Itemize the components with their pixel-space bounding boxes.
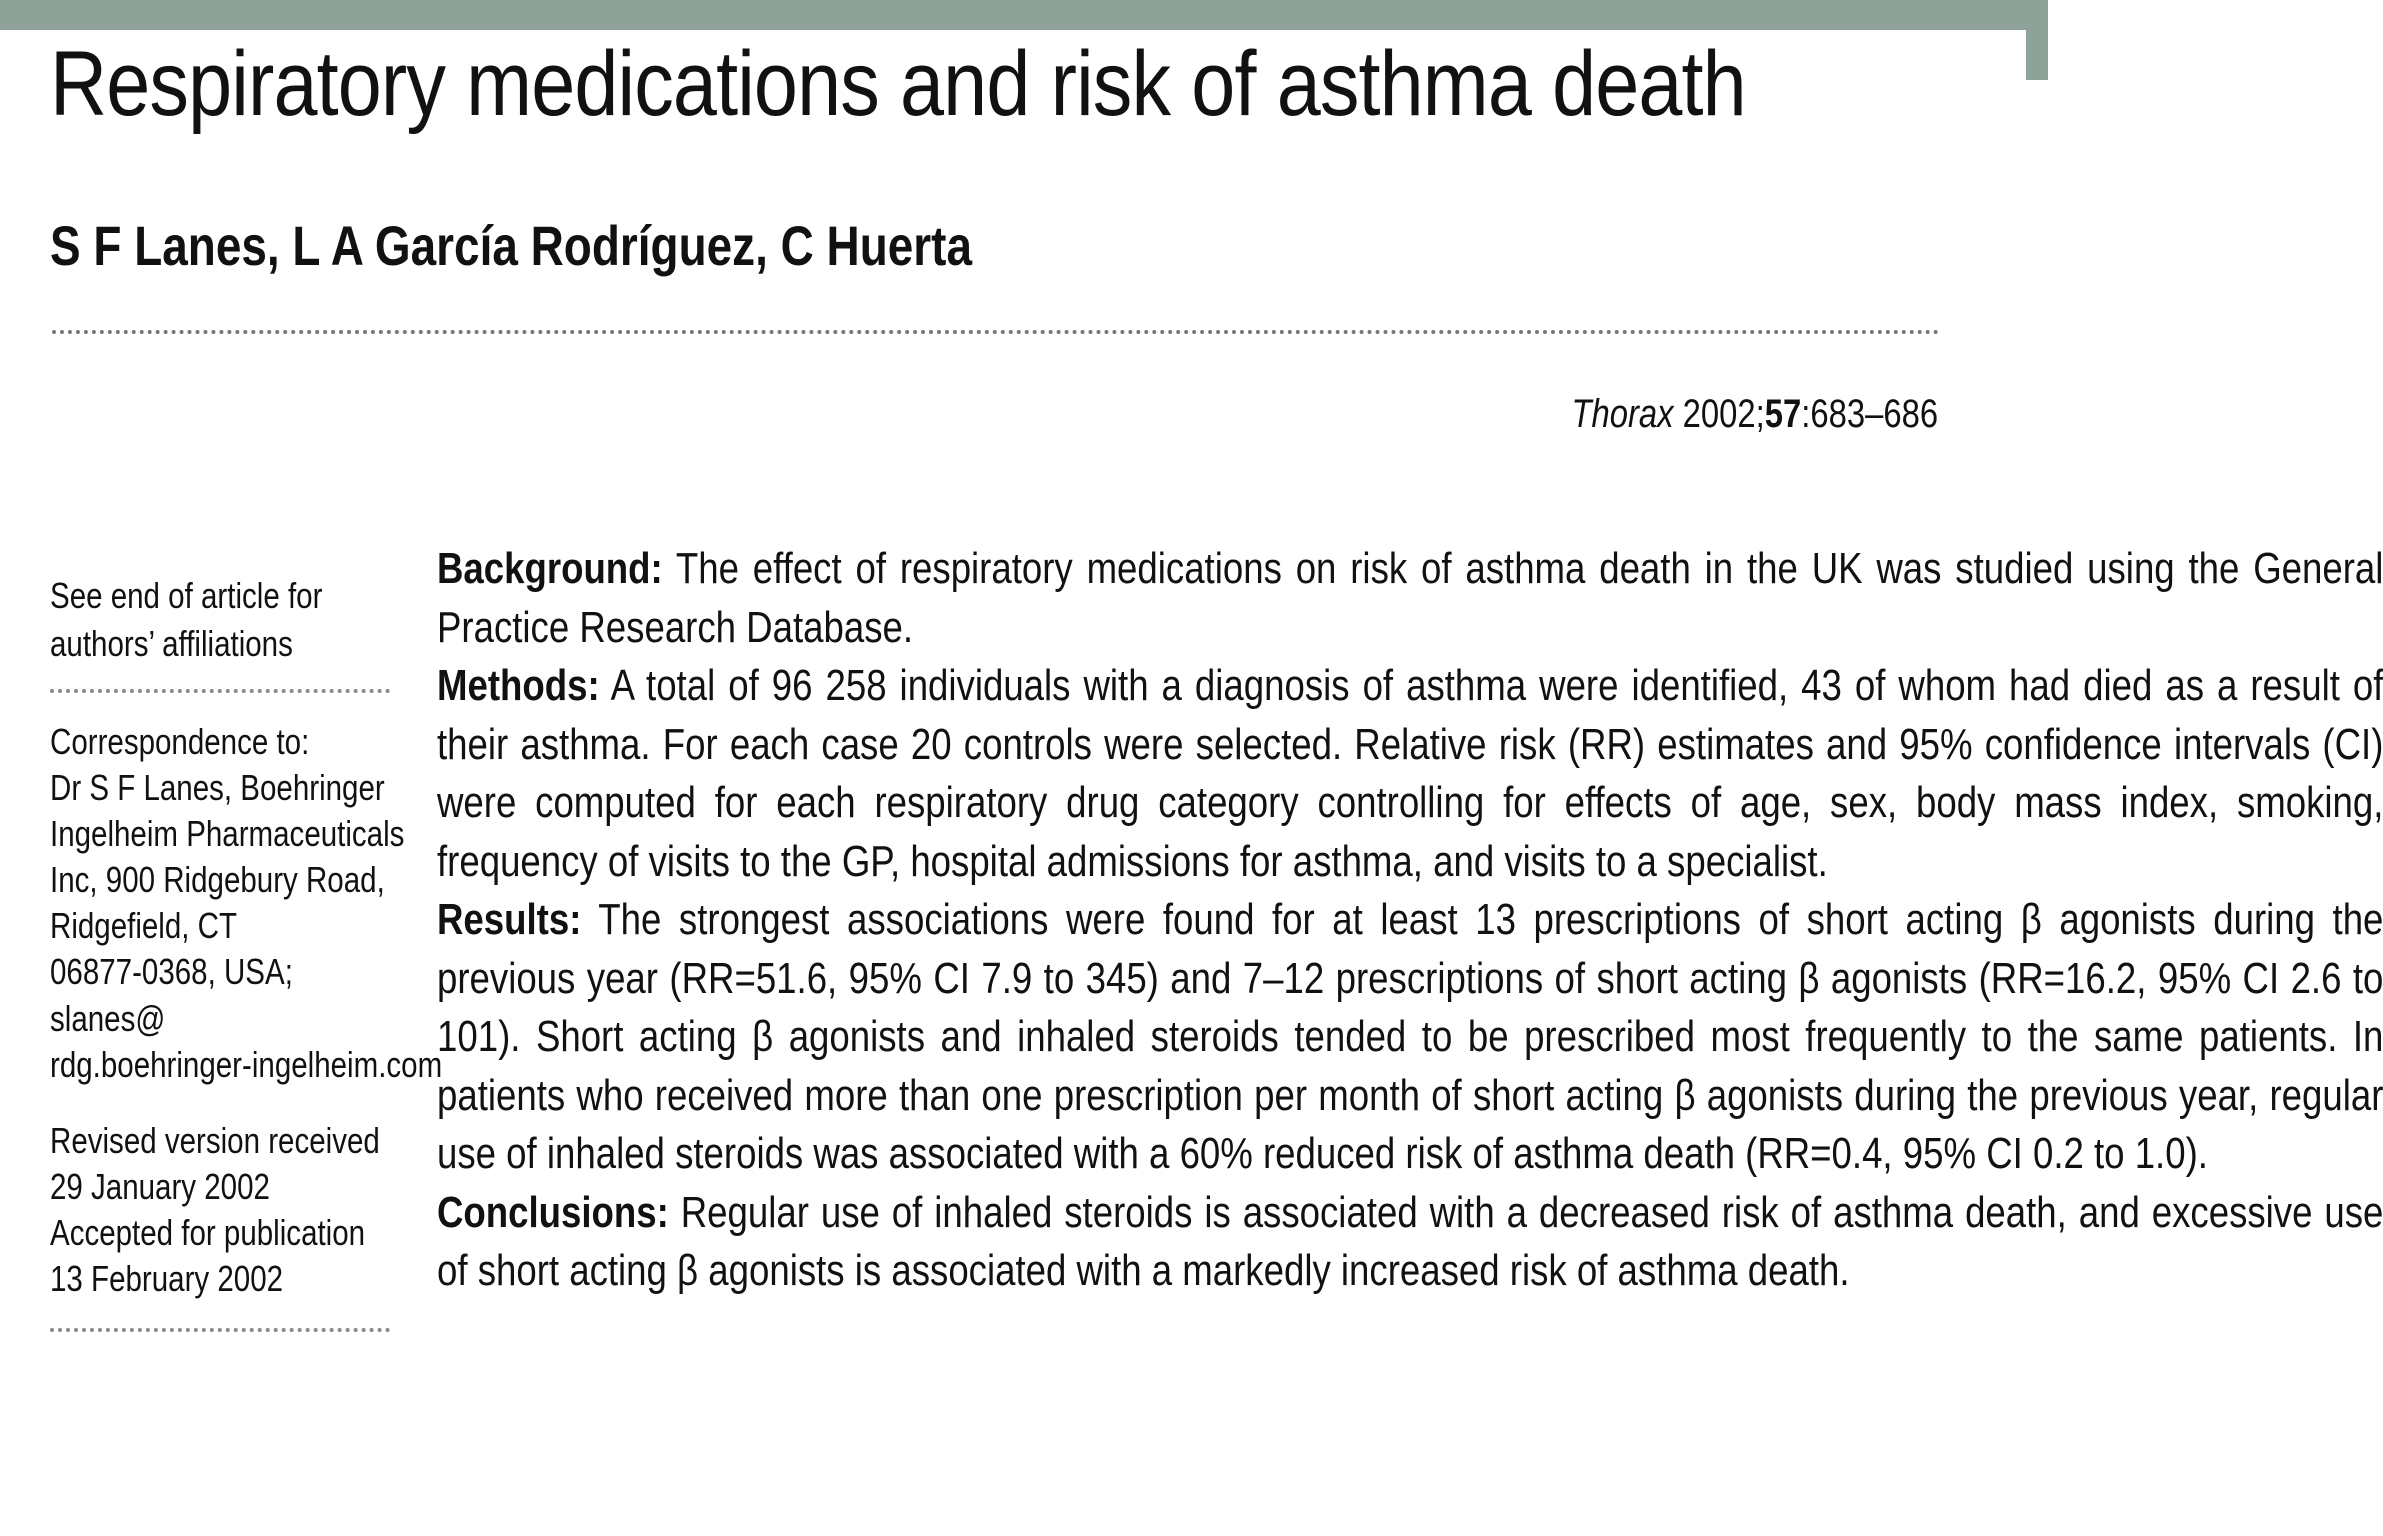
sidebar-dotted-divider — [50, 1328, 390, 1332]
citation-year: 2002; — [1682, 392, 1765, 436]
journal-name: Thorax — [1571, 392, 1674, 436]
correspondence-block — [50, 719, 460, 1088]
citation-pages: :683–686 — [1801, 392, 1938, 436]
abstract-background — [437, 540, 2383, 657]
sidebar-line: See end of article for — [50, 575, 323, 616]
sidebar-line: Correspondence to: — [50, 721, 310, 763]
background-text: The effect of respiratory medications on risk of asthma death in the UK was studied using the General Practice Research Database. — [437, 544, 2383, 652]
sidebar-line: Accepted for publication — [50, 1211, 366, 1253]
sidebar-line: Ingelheim Pharmaceuticals — [50, 813, 405, 855]
conclusions-label: Conclusions: — [437, 1187, 669, 1237]
results-label: Results: — [437, 895, 582, 944]
article-authors: S F Lanes, L A García Rodríguez, C Huerta — [50, 214, 973, 277]
sidebar-line: 29 January 2002 — [50, 1165, 270, 1207]
results-text: The strongest associations were found for at least 13 prescriptions of short acting β agonists during the previous year (RR=51.6, 95% CI 7.9 to 345) and 7–12 prescriptions of short acting β agonists (RR=16.2, 95% CI 2.6 to 101). Short acting β agonists and inhaled steroids tended to be prescribed most frequently to the same patients. In patients who received more than one prescription per month of short acting β agonists during the previous year, regular use of inhaled steroids was associated with a 60% reduced risk of asthma death (RR=0.4, 95% CI 0.2 to 1.0). — [437, 895, 2383, 1178]
sidebar-line: Ridgefield, CT — [50, 905, 238, 947]
article-title: Respiratory medications and risk of asthma death — [50, 33, 1746, 135]
correspondence-email[interactable]: rdg.boehringer-ingelheim.com — [50, 1043, 443, 1085]
dates-block — [50, 1118, 460, 1302]
slide-top-bar — [0, 0, 2048, 30]
sidebar-line: slanes@ — [50, 997, 166, 1039]
sidebar-line: Dr S F Lanes, Boehringer — [50, 767, 385, 809]
affiliations-note — [50, 572, 460, 667]
sidebar-line: Inc, 900 Ridgebury Road, — [50, 859, 385, 901]
methods-text: A total of 96 258 individuals with a diagnosis of asthma were identified, 43 of whom had died as a result of their asthma. For each case 20 controls were selected. Relative risk (RR) estimates and 95% confidence intervals (CI) were computed for each respiratory drug category controlling for effects of age, sex, body mass index, smoking, frequency of visits to the GP, hospital admissions for asthma, and visits to a specialist. — [437, 661, 2383, 886]
methods-label: Methods: — [437, 661, 600, 710]
conclusions-text: Regular use of inhaled steroids is associated with a decreased risk of asthma death, and excessive use of short acting β agonists is associated with a markedly increased risk of asthma death. — [437, 1187, 2383, 1295]
sidebar-line: Revised version received — [50, 1119, 380, 1161]
sidebar-line: 06877-0368, USA; — [50, 951, 293, 993]
sidebar-dotted-divider — [50, 689, 390, 693]
background-label: Background: — [437, 544, 663, 593]
sidebar-line: 13 February 2002 — [50, 1257, 284, 1299]
citation-volume: 57 — [1764, 392, 1802, 436]
abstract-results — [437, 891, 2383, 1184]
slide-right-strip — [2026, 30, 2048, 80]
abstract-conclusions — [437, 1184, 2383, 1301]
abstract-methods — [437, 657, 2383, 891]
sidebar-line: authors’ affiliations — [50, 622, 293, 664]
dotted-divider — [52, 330, 1940, 334]
journal-citation — [1571, 392, 1938, 437]
article-sidebar — [50, 572, 450, 1358]
abstract — [437, 540, 2383, 1301]
